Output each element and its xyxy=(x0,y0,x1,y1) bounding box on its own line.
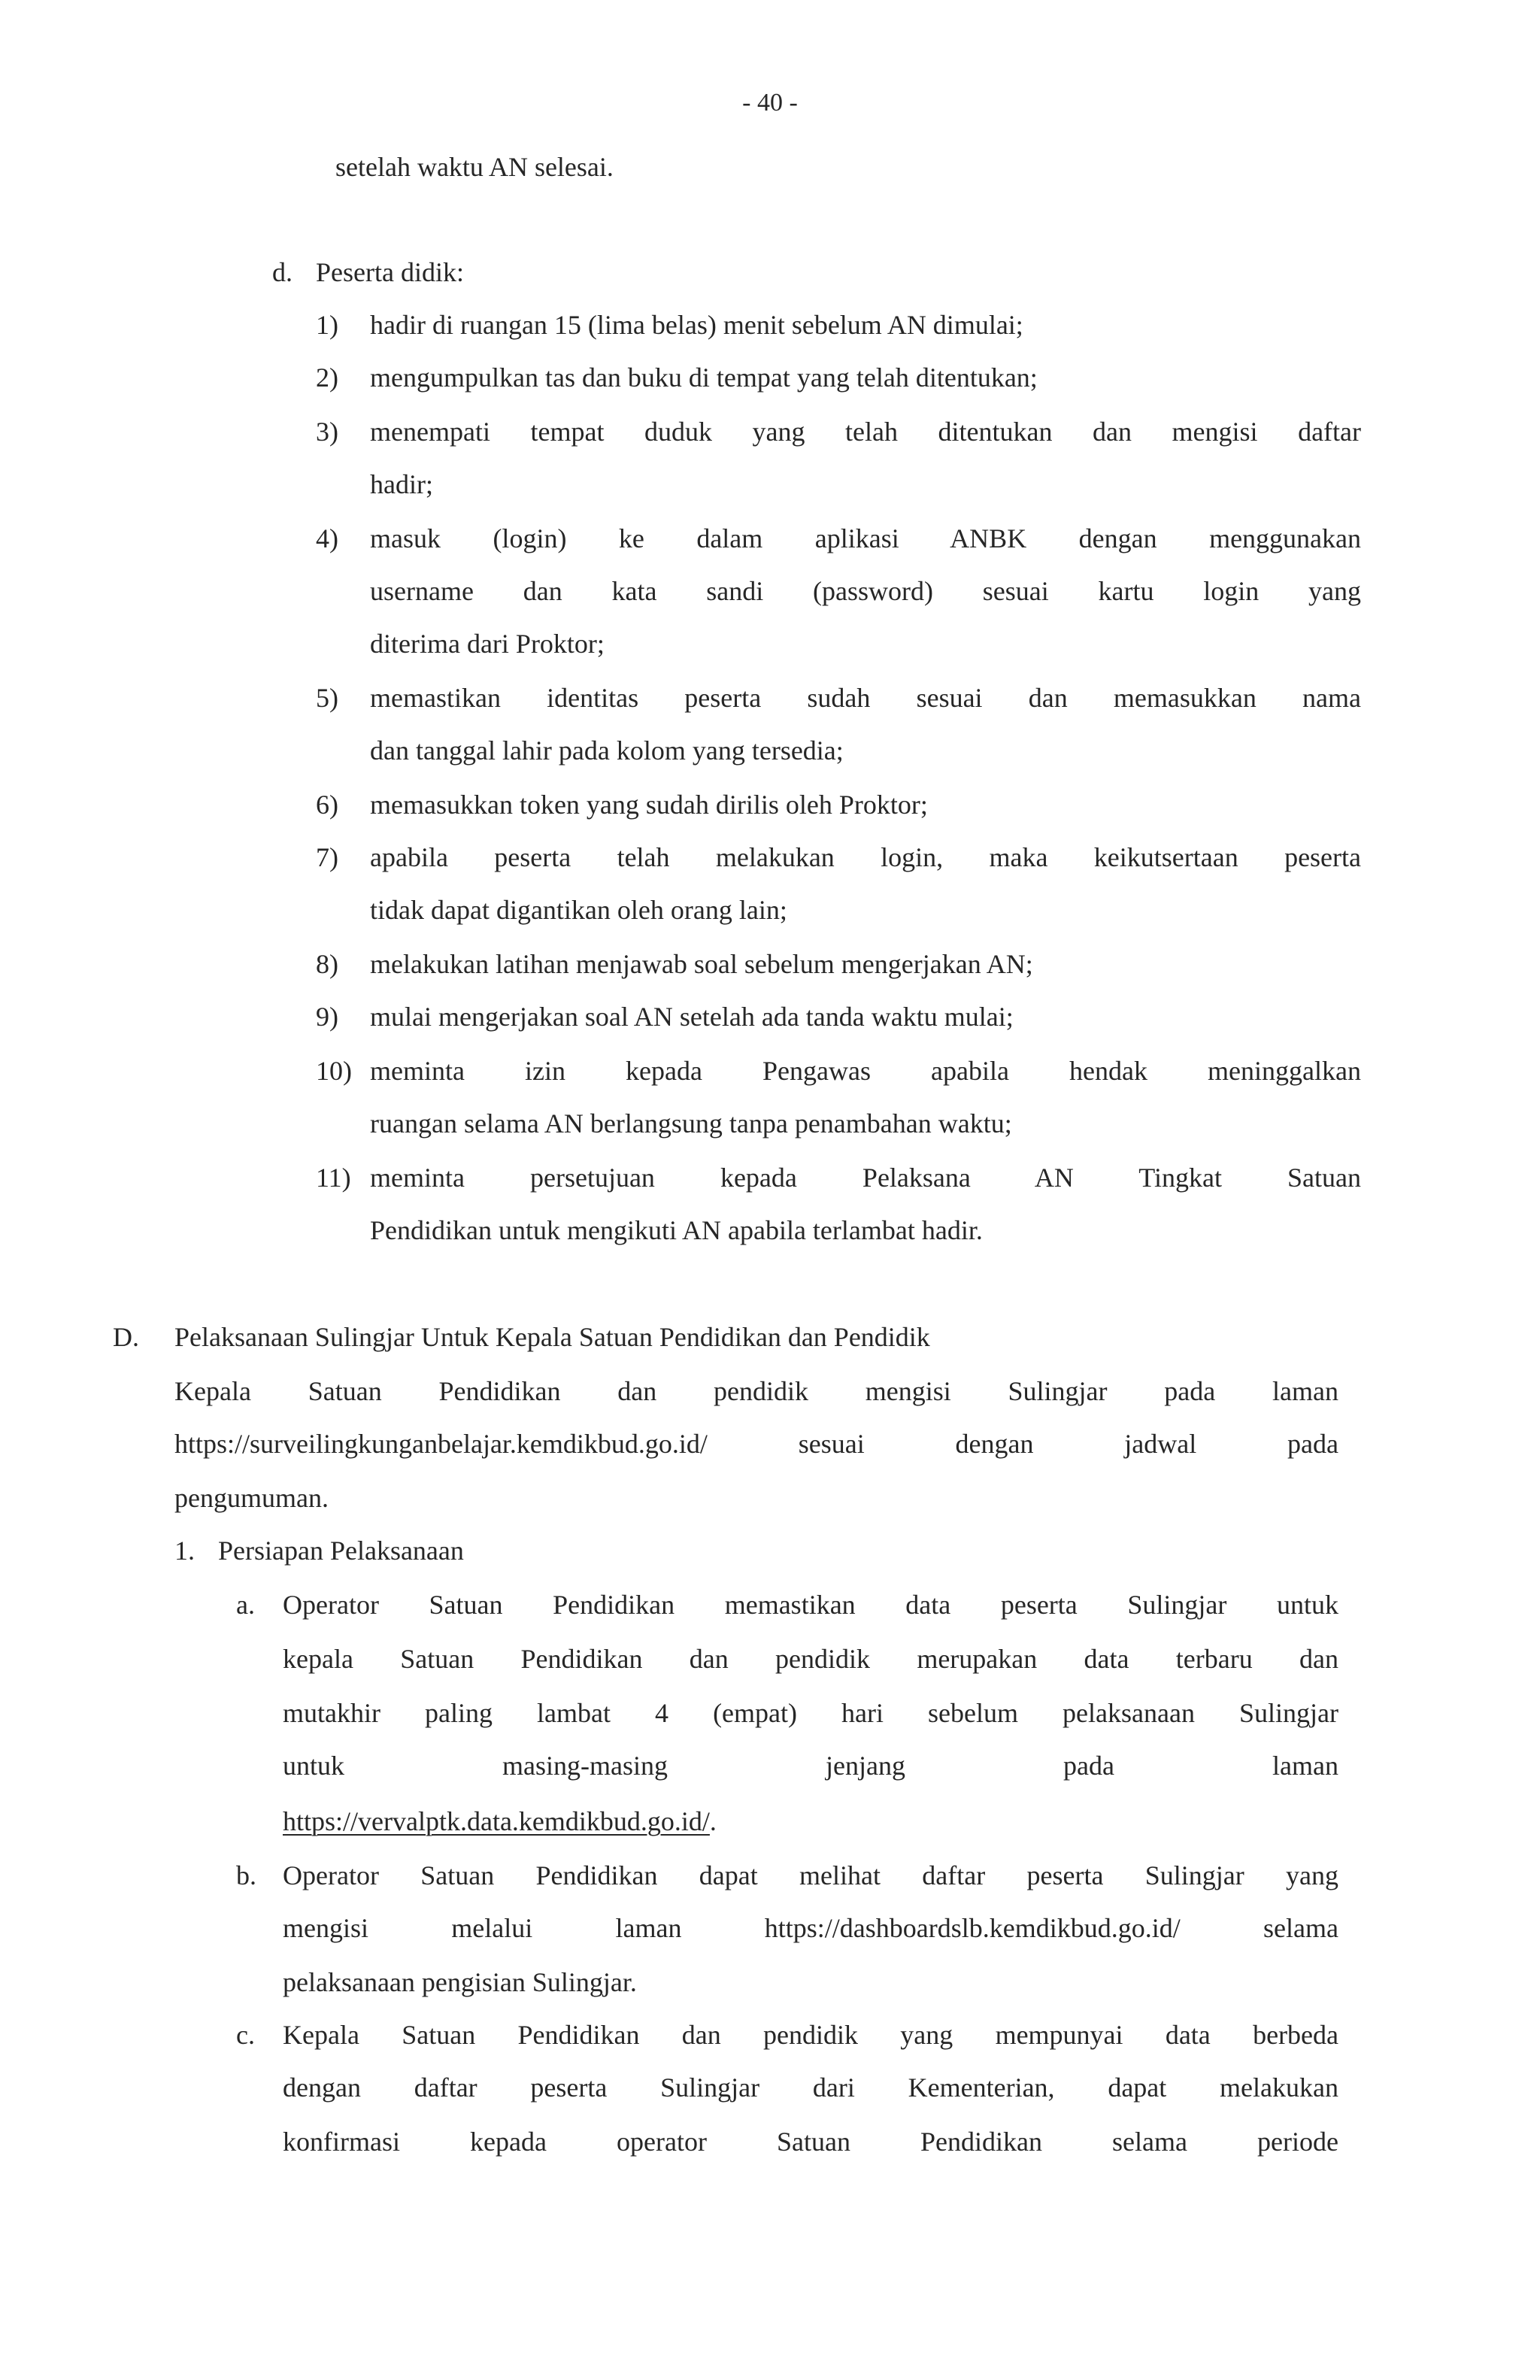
list-item-text: apabila peserta telah melakukan login, maka keikutsertaan peserta xyxy=(370,842,1361,872)
subsection-marker: 1. xyxy=(174,1536,195,1566)
sub-item-text: dengan daftar peserta Sulingjar dari Kementerian, dapat melakukan xyxy=(283,2072,1338,2103)
sub-item-text: mutakhir paling lambat 4 (empat) hari sebelum pelaksanaan Sulingjar xyxy=(283,1698,1338,1728)
list-item-number: 6) xyxy=(316,790,338,820)
list-item-text: meminta izin kepada Pengawas apabila hendak meninggalkan xyxy=(370,1056,1361,1086)
sub-item-text: untuk masing-masing jenjang pada laman xyxy=(283,1751,1338,1781)
list-item-number: 3) xyxy=(316,417,338,447)
list-item-text: mengumpulkan tas dan buku di tempat yang telah ditentukan; xyxy=(370,362,1038,393)
sub-item-text: konfirmasi kepada operator Satuan Pendidikan selama periode xyxy=(283,2127,1338,2157)
list-item-number: 7) xyxy=(316,842,338,872)
list-item-text: masuk (login) ke dalam aplikasi ANBK dengan menggunakan xyxy=(370,523,1361,553)
subsection-heading: Persiapan Pelaksanaan xyxy=(218,1536,464,1566)
list-item-text: mulai mengerjakan soal AN setelah ada tanda waktu mulai; xyxy=(370,1002,1014,1032)
list-item-text: ruangan selama AN berlangsung tanpa penambahan waktu; xyxy=(370,1108,1012,1138)
list-item-number: 2) xyxy=(316,362,338,393)
continuation-line: setelah waktu AN selesai. xyxy=(335,152,614,182)
sub-item-marker: c. xyxy=(236,2020,255,2050)
list-item-text: meminta persetujuan kepada Pelaksana AN Tingkat Satuan xyxy=(370,1163,1361,1193)
list-item-number: 10) xyxy=(316,1056,352,1086)
section-D-marker: D. xyxy=(113,1322,139,1352)
list-item-text: diterima dari Proktor; xyxy=(370,629,605,659)
list-item-number: 11) xyxy=(316,1163,351,1193)
list-item-text: hadir di ruangan 15 (lima belas) menit sebelum AN dimulai; xyxy=(370,310,1023,340)
section-D-paragraph-line: https://surveilingkunganbelajar.kemdikbud.go.id/ sesuai dengan jadwal pada xyxy=(174,1429,1338,1459)
list-item-text: username dan kata sandi (password) sesuai kartu login yang xyxy=(370,576,1361,606)
sub-item-marker: b. xyxy=(236,1860,256,1890)
list-item-number: 5) xyxy=(316,683,338,713)
sub-item-text: Kepala Satuan Pendidikan dan pendidik yang mempunyai data berbeda xyxy=(283,2020,1338,2050)
list-item-text: melakukan latihan menjawab soal sebelum mengerjakan AN; xyxy=(370,949,1033,979)
sub-item-text: Operator Satuan Pendidikan dapat melihat daftar peserta Sulingjar yang xyxy=(283,1860,1338,1890)
sub-item-text xyxy=(283,1805,717,1838)
list-item-text: Pendidikan untuk mengikuti AN apabila terlambat hadir. xyxy=(370,1215,983,1245)
sub-item-text: mengisi melalui laman https://dashboardslb.kemdikbud.go.id/ selama xyxy=(283,1913,1338,1943)
sub-item-text: Operator Satuan Pendidikan memastikan data peserta Sulingjar untuk xyxy=(283,1590,1338,1620)
list-item-text: menempati tempat duduk yang telah ditentukan dan mengisi daftar xyxy=(370,417,1361,447)
section-D-heading: Pelaksanaan Sulingjar Untuk Kepala Satuan Pendidikan dan Pendidik xyxy=(174,1322,930,1352)
list-item-text: hadir; xyxy=(370,469,433,499)
list-item-text: memasukkan token yang sudah dirilis oleh Proktor; xyxy=(370,790,928,820)
section-D-paragraph-line: pengumuman. xyxy=(174,1483,329,1513)
sub-item-text: kepala Satuan Pendidikan dan pendidik merupakan data terbaru dan xyxy=(283,1644,1338,1674)
sub-item-text: pelaksanaan pengisian Sulingjar. xyxy=(283,1967,637,1997)
sub-item-marker: a. xyxy=(236,1590,255,1620)
section-d-marker: d. xyxy=(272,257,293,287)
list-item-text: tidak dapat digantikan oleh orang lain; xyxy=(370,895,787,925)
list-item-text: memastikan identitas peserta sudah sesuai dan memasukkan nama xyxy=(370,683,1361,713)
section-D-paragraph-line: Kepala Satuan Pendidikan dan pendidik mengisi Sulingjar pada laman xyxy=(174,1376,1338,1406)
link-suffix: . xyxy=(709,1806,717,1836)
vervalptk-link[interactable]: https://vervalptk.data.kemdikbud.go.id/ xyxy=(283,1806,710,1836)
list-item-number: 9) xyxy=(316,1002,338,1032)
section-d-heading: Peserta didik: xyxy=(316,257,464,287)
list-item-number: 8) xyxy=(316,949,338,979)
list-item-number: 4) xyxy=(316,523,338,553)
list-item-number: 1) xyxy=(316,310,338,340)
list-item-text: dan tanggal lahir pada kolom yang tersedia; xyxy=(370,735,844,766)
page-number: - 40 - xyxy=(742,89,798,117)
